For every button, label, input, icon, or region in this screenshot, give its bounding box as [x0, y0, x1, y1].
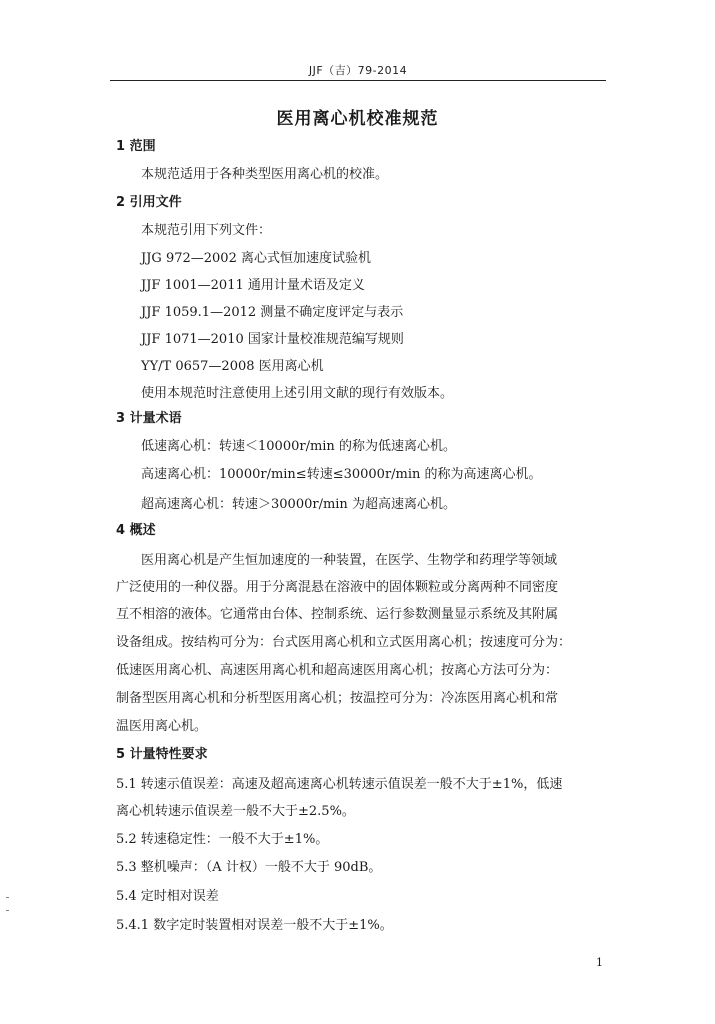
requirement-line: 5.4.1 数字定时装置相对误差一般不大于±1%。 [116, 918, 393, 933]
section-4-heading: 4 概述 [116, 523, 156, 538]
reference-item: JJG 972—2002 离心式恒加速度试验机 [141, 251, 371, 266]
scan-artifact [6, 910, 9, 911]
section-1-text: 本规范适用于各种类型医用离心机的校准。 [141, 167, 389, 182]
references-intro: 本规范引用下列文件： [141, 223, 272, 238]
section-2-heading: 2 引用文件 [116, 195, 182, 210]
requirement-line: 离心机转速示值误差一般不大于±2.5%。 [116, 804, 355, 819]
section-1-heading: 1 范围 [116, 139, 156, 154]
scan-artifact [6, 897, 9, 898]
requirement-line: 5.3 整机噪声：（A 计权）一般不大于 90dB。 [116, 860, 382, 875]
requirement-line: 5.1 转速示值误差：高速及超高速离心机转速示值误差一般不大于±1%，低速 [116, 777, 563, 792]
page-number: 1 [596, 956, 603, 969]
reference-item: JJF 1059.1—2012 测量不确定度评定与表示 [141, 305, 404, 320]
overview-line: 广泛使用的一种仪器。用于分离混悬在溶液中的固体颗粒或分离两种不同密度 [116, 580, 559, 595]
reference-item: JJF 1071—2010 国家计量校准规范编写规则 [141, 332, 404, 347]
overview-line: 设备组成。按结构可分为：台式医用离心机和立式医用离心机；按速度可分为： [116, 635, 572, 650]
reference-item: JJF 1001—2011 通用计量术语及定义 [141, 278, 365, 293]
overview-line: 制备型医用离心机和分析型医用离心机；按温控可分为：冷冻医用离心机和常 [116, 691, 559, 706]
term-definition: 低速离心机：转速＜10000r/min 的称为低速离心机。 [141, 439, 456, 454]
header-rule [110, 80, 606, 81]
document-title: 医用离心机校准规范 [276, 109, 439, 129]
page-header: JJF（吉）79-2014 [308, 64, 408, 77]
overview-line: 低速医用离心机、高速医用离心机和超高速医用离心机；按离心方法可分为： [116, 663, 559, 678]
requirement-line: 5.2 转速稳定性：一般不大于±1%。 [116, 832, 329, 847]
overview-line: 互不相溶的液体。它通常由台体、控制系统、运行参数测量显示系统及其附属 [116, 607, 559, 622]
reference-item: YY/T 0657—2008 医用离心机 [141, 359, 324, 374]
overview-line: 温医用离心机。 [116, 719, 208, 734]
term-definition: 超高速离心机：转速＞30000r/min 为超高速离心机。 [141, 497, 456, 512]
references-note: 使用本规范时注意使用上述引用文献的现行有效版本。 [141, 386, 454, 401]
section-5-heading: 5 计量特性要求 [116, 747, 208, 762]
section-3-heading: 3 计量术语 [116, 411, 182, 426]
overview-line: 医用离心机是产生恒加速度的一种装置，在医学、生物学和药理学等领域 [141, 553, 558, 568]
requirement-line: 5.4 定时相对误差 [116, 889, 219, 904]
term-definition: 高速离心机：10000r/min≤转速≤30000r/min 的称为高速离心机。 [141, 467, 542, 482]
